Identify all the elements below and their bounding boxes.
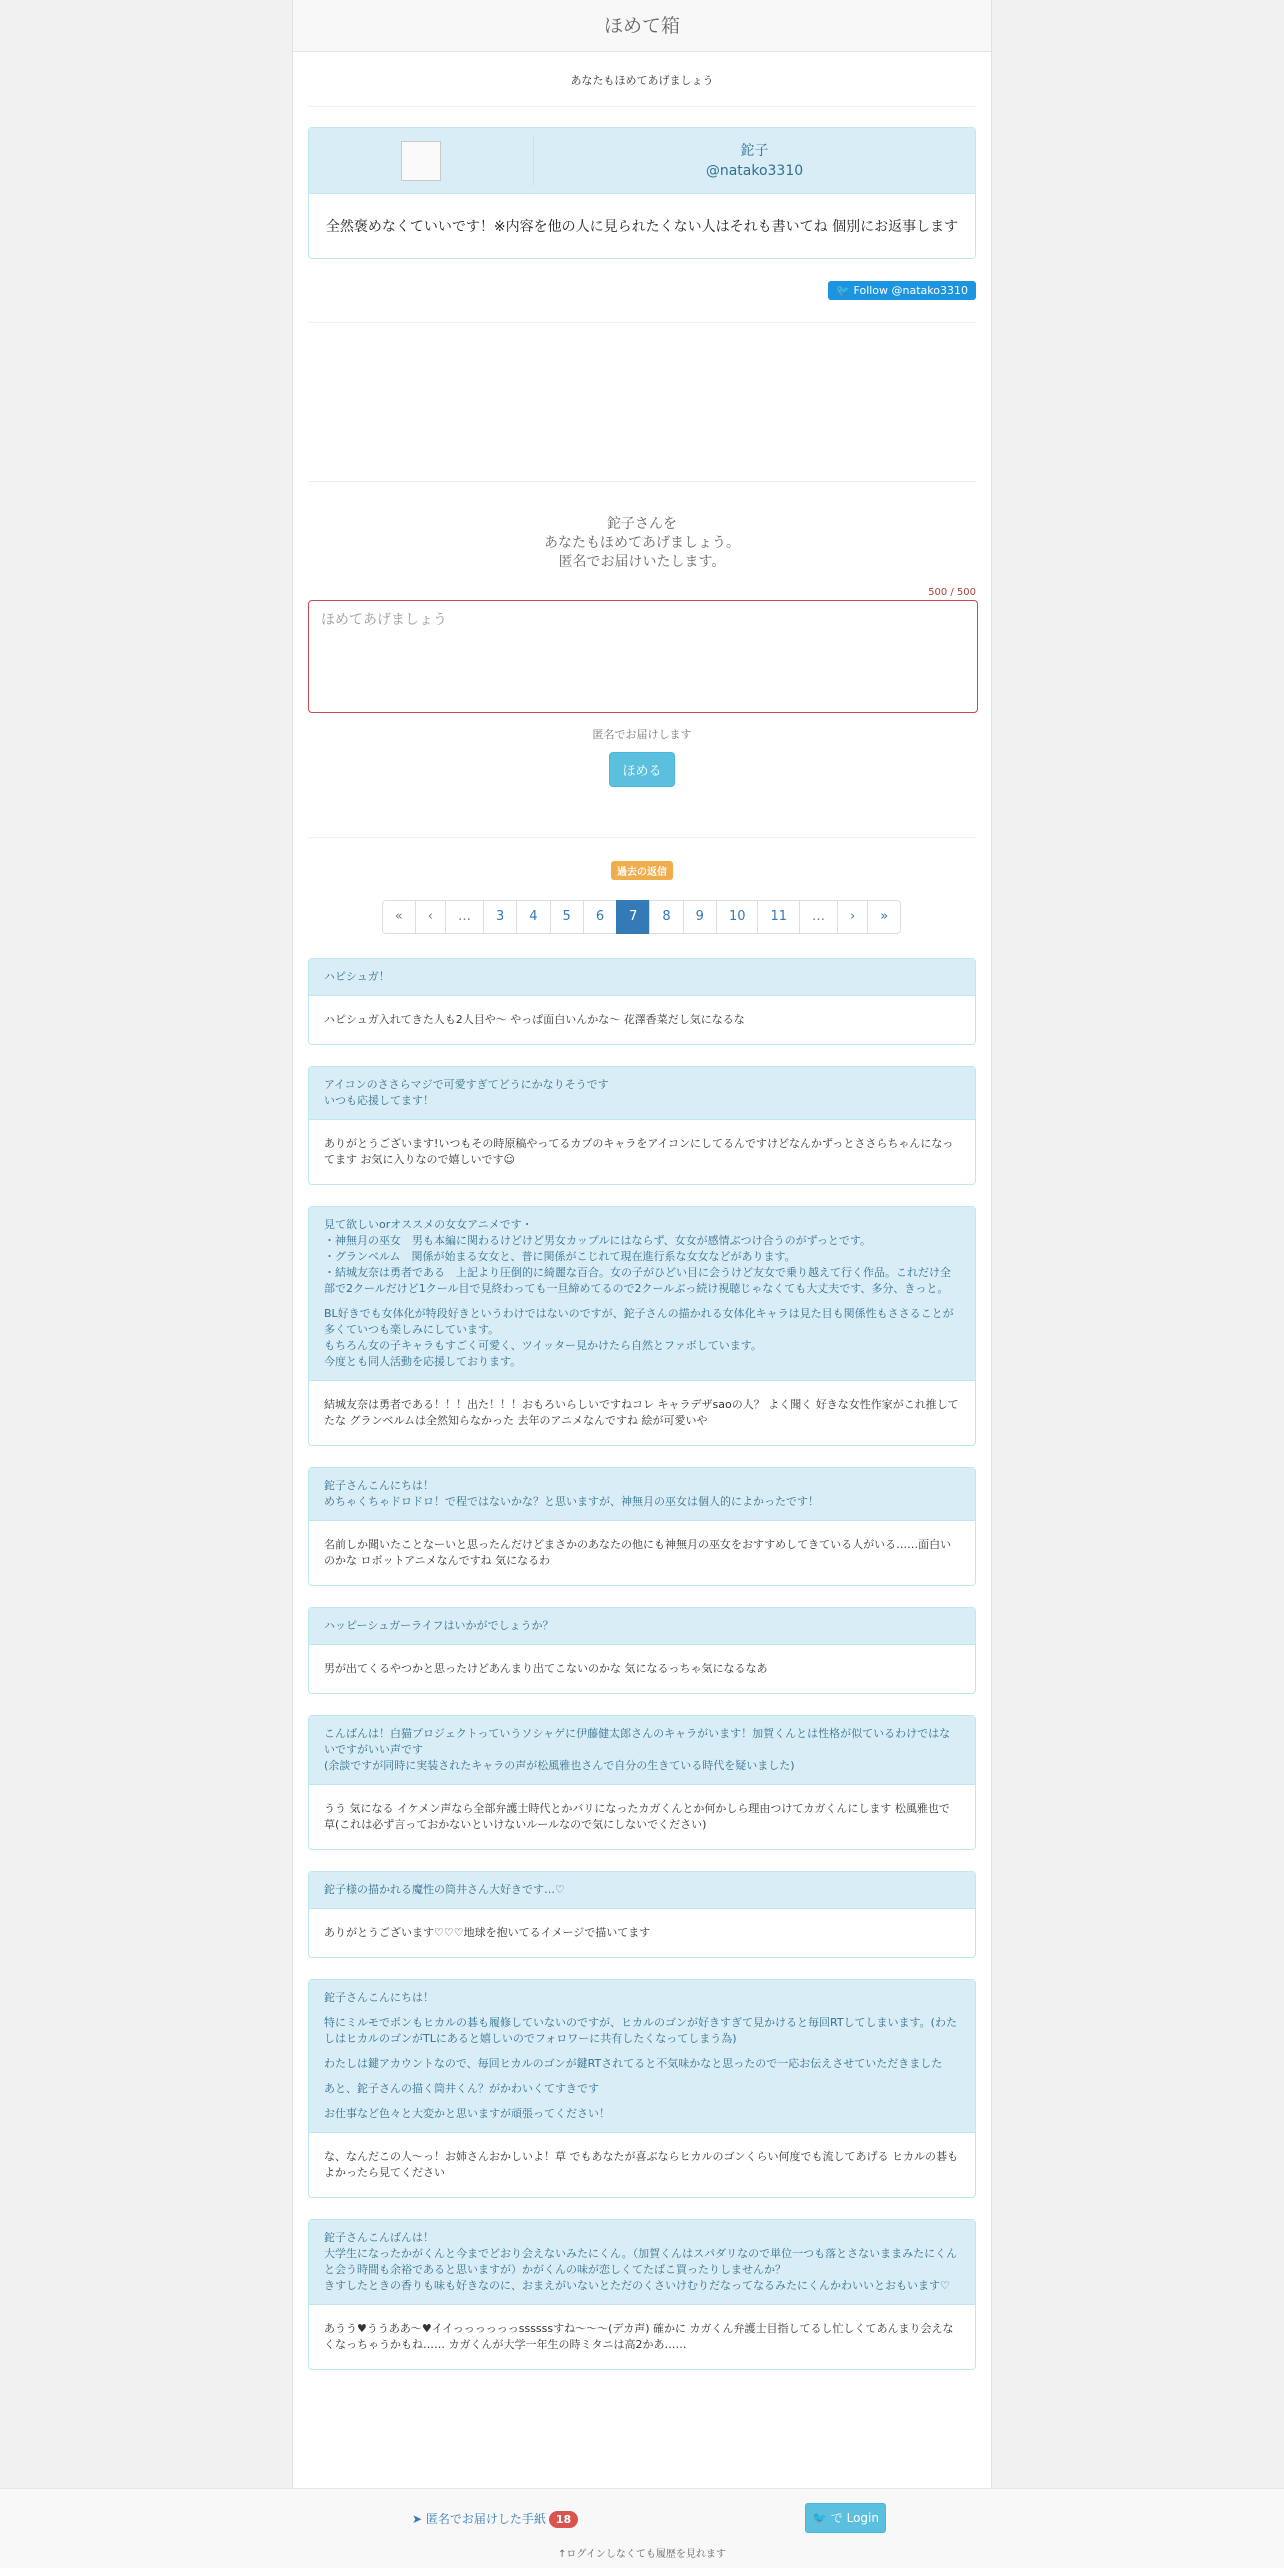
message-question <box>309 1468 975 1521</box>
message-question-paragraph: 鉈子様の描かれる魔性の筒井さん大好きです…♡ <box>324 1883 565 1896</box>
message-card <box>308 958 976 1045</box>
message-answer: な、なんだこの人〜っ！お姉さんおかしいよ！草 でもあなたが喜ぶならヒカルのゴンくらい何度でも流してあげる ヒカルの碁もよかったら見てください <box>324 2150 958 2179</box>
follow-button-label: Follow @natako3310 <box>853 284 968 297</box>
message-card <box>308 2219 976 2370</box>
message-question-paragraph: わたしは鍵アカウントなので、毎回ヒカルのゴンが鍵RTされてると不気味かなと思ったので一応お伝えさせていただきました <box>324 2057 943 2070</box>
message-question-paragraph: ハッピーシュガーライフはいかがでしょうか？ <box>324 1619 554 1632</box>
page-link[interactable]: … <box>799 900 838 934</box>
message-question-paragraph: 見て欲しいorオススメの女女アニメです・ ・神無月の巫女 男も本編に関わるけどけど男女カップルにはならず、女女が感情ぶつけ合うのがずっとです。 ・グランベルム 関係が始まる女女と、普に関係がこじれて現在進行系な女女などがあります。 ・結城友奈は勇者である 上記より圧倒的に綺麗な百合。女の子がひどい目に会うけど友女で乗り越えて行く作品。これだけ全部で2クールだけど1クール目で見終わっても一旦締めてるので2クールぶっ続け視聴じゃなくても大丈夫です、多分、きっと。 <box>324 1218 951 1295</box>
user-bio: 全然褒めなくていいです！※内容を他の人に見られたくない人はそれも書いてね 個別にお返事します <box>325 219 959 235</box>
message-question <box>309 1608 975 1645</box>
subtitle: あなたもほめてあげましょう <box>570 74 714 87</box>
message-question <box>309 1872 975 1909</box>
content <box>293 52 991 2370</box>
message-card <box>308 1979 976 2198</box>
compose-prompt-line: あなたもほめてあげましょう。 <box>544 535 740 551</box>
sent-letters-link[interactable] <box>412 2510 578 2528</box>
compose-prompt <box>308 482 976 572</box>
page-link[interactable]: › <box>837 900 868 934</box>
page-link[interactable]: 5 <box>550 900 584 934</box>
sent-letters-label: 匿名でお届けした手紙 <box>425 2512 546 2526</box>
message-question-paragraph: こんばんは！白猫プロジェクトっていうソシャゲに伊藤健太郎さんのキャラがいます！加賀くんとは性格が似ているわけではないですがいい声です (余談ですが同時に実装されたキャラの声が松風雅也さんで自分の生きている時代を疑いました) <box>324 1727 951 1772</box>
message-question <box>309 1716 975 1785</box>
message-question-paragraph: あと、鉈子さんの描く筒井くん？がかわいくてすきです <box>324 2082 599 2095</box>
page-link[interactable]: 4 <box>516 900 550 934</box>
message-answer: 結城友奈は勇者である！！！出た！！！おもろいらしいですねコレ キャラデザsaoの人？ よく聞く 好きな女性作家がこれ推してたな グランベルムは全然知らなかった 去年のアニメなんですね 絵が可愛いや <box>324 1398 959 1427</box>
twitter-bird-icon: 🐦 <box>812 2511 831 2525</box>
message-question <box>309 1067 975 1120</box>
message-answer: うう 気になる イケメン声なら全部弁護士時代とかバリになったカガくんとか何かしら理由つけてカガくんにします 松風雅也で草(これは必ず言っておかないといけないルールなので気にしないでください) <box>324 1802 950 1831</box>
submit-row <box>308 742 976 837</box>
pagination <box>308 900 976 934</box>
message-answer: ありがとうございます♡♡♡地球を抱いてるイメージで描いてます <box>324 1926 651 1939</box>
message-list <box>308 958 976 2370</box>
message-card <box>308 1871 976 1958</box>
avatar[interactable] <box>401 141 441 181</box>
page-link[interactable]: 10 <box>716 900 759 934</box>
follow-button[interactable] <box>828 281 976 300</box>
message-question <box>309 2220 975 2305</box>
page-link[interactable]: « <box>382 900 416 934</box>
page-link-current[interactable]: 7 <box>616 900 650 934</box>
submit-button[interactable]: ほめる <box>609 752 674 787</box>
user-profile-panel <box>308 127 976 259</box>
message-answer: ありがとうございます!いつもその時原稿やってるカプのキャラをアイコンにしてるんですけどなんかずっとささらちゃんになってます お気に入りなので嬉しいです☺ <box>324 1137 954 1166</box>
page-link[interactable]: 3 <box>483 900 517 934</box>
twitter-bird-icon: 🐦 <box>836 284 854 297</box>
main-page <box>292 0 992 2568</box>
message-card <box>308 1066 976 1185</box>
char-counter: 500 / 500 <box>928 587 976 598</box>
message-question-paragraph: 鉈子さんこんにちは！ めちゃくちゃドロドロ！で程ではないかな？と思いますが、神無月の巫女は個人的によかったです！ <box>324 1479 819 1508</box>
paper-plane-icon: ➤ <box>412 2512 426 2526</box>
compose-prompt-line: 匿名でお届けいたします。 <box>558 554 726 570</box>
page-title: ほめて箱 <box>293 0 991 52</box>
divider <box>308 106 976 107</box>
login-note: ↑ログインしなくても履歴を見れます <box>558 2549 726 2560</box>
message-question-paragraph: 特にミルモでポンもヒカルの碁も履修していないのですが、ヒカルのゴンが好きすぎて見かけると毎回RTしてしまいます。(わたしはヒカルのゴンがTLにあると嬉しいのでフォロワーに共有したくなってしまう為) <box>324 2016 957 2045</box>
page-link[interactable]: 9 <box>683 900 717 934</box>
past-replies-heading <box>308 838 976 900</box>
sent-count-badge: 18 <box>549 2511 578 2528</box>
message-question <box>309 1980 975 2133</box>
message-question-paragraph: お仕事など色々と大変かと思いますが頑張ってください！ <box>324 2107 610 2120</box>
compliment-textarea[interactable] <box>308 600 978 713</box>
message-answer: あうう♥ううああ〜♥イイっっっっっっssssssすね〜〜〜(デカ声) 確かに カガくん弁護士目指してるし忙しくてあんまり会えなくなっちゃうかもね…… カガくんが大学一年生の時ミタニは高2かあ…… <box>324 2322 954 2351</box>
page-link[interactable]: 8 <box>649 900 683 934</box>
message-question <box>309 1207 975 1381</box>
user-handle[interactable]: @natako3310 <box>705 162 804 179</box>
message-card <box>308 1206 976 1446</box>
message-question-paragraph: 鉈子さんこんばんは！ 大学生になったかがくんと今までどおり会えないみたにくん。（加賀くんはスパダリなので単位一つも落とさないままみたにくんと会う時間も余裕であると思いますが）かがくんの味が恋しくてたばこ買ったりしませんか？ きすしたときの香りも味も好きなのに、おまえがいないとただのくさいけむりだなってなるみたにくんかわいいとおもいます♡ <box>324 2231 958 2292</box>
message-card <box>308 1607 976 1694</box>
page-link[interactable]: » <box>867 900 901 934</box>
page-link[interactable]: 6 <box>583 900 617 934</box>
message-answer: 名前しか聞いたことなーいと思ったんだけどまさかのあなたの他にも神無月の巫女をおすすめしてきている人がいる……面白いのかな ロボットアニメなんですね 気になるわ <box>324 1538 952 1567</box>
message-answer: 男が出てくるやつかと思ったけどあんまり出てこないのかな 気になるっちゃ気になるなあ <box>324 1662 768 1675</box>
login-button-label: で Login <box>830 2511 879 2525</box>
user-profile-header <box>309 128 975 194</box>
page-link[interactable]: 11 <box>757 900 800 934</box>
message-question-paragraph: ハピシュガ！ <box>324 970 390 983</box>
message-card <box>308 1715 976 1850</box>
twitter-login-button[interactable] <box>805 2503 886 2533</box>
avatar-container <box>309 136 534 186</box>
page-link[interactable]: … <box>445 900 484 934</box>
message-question-paragraph: 鉈子さんこんにちは！ <box>324 1991 434 2004</box>
message-question-paragraph: BL好きでも女体化が特段好きというわけではないのですが、鉈子さんの描かれる女体化キャラは見た目も関係性もささることが多くていつも楽しみにしています。 もちろん女の子キャラもすごく可愛く、ツイッター見かけたら自然とファボしています。 今度とも同人活動を応援しております。 <box>324 1307 954 1368</box>
past-replies-label: 過去の返信 <box>611 861 673 880</box>
user-names <box>534 141 975 181</box>
compose-prompt-line: 鉈子さんを <box>607 516 677 532</box>
follow-row <box>308 259 976 322</box>
page-link[interactable]: ‹ <box>415 900 446 934</box>
anonymous-note: 匿名でお届けします <box>592 728 692 741</box>
user-name[interactable]: 鉈子 <box>740 142 769 159</box>
message-answer: ハピシュガ入れてきた人も2人目や〜 やっぱ面白いんかな〜 花澤香菜だし気になるな <box>324 1013 745 1026</box>
bottom-bar <box>0 2488 1284 2568</box>
ad-space <box>308 323 976 481</box>
message-question <box>309 959 975 996</box>
message-question-paragraph: アイコンのささらマジで可愛すぎてどうにかなりそうです いつも応援してます！ <box>324 1078 609 1107</box>
message-card <box>308 1467 976 1586</box>
